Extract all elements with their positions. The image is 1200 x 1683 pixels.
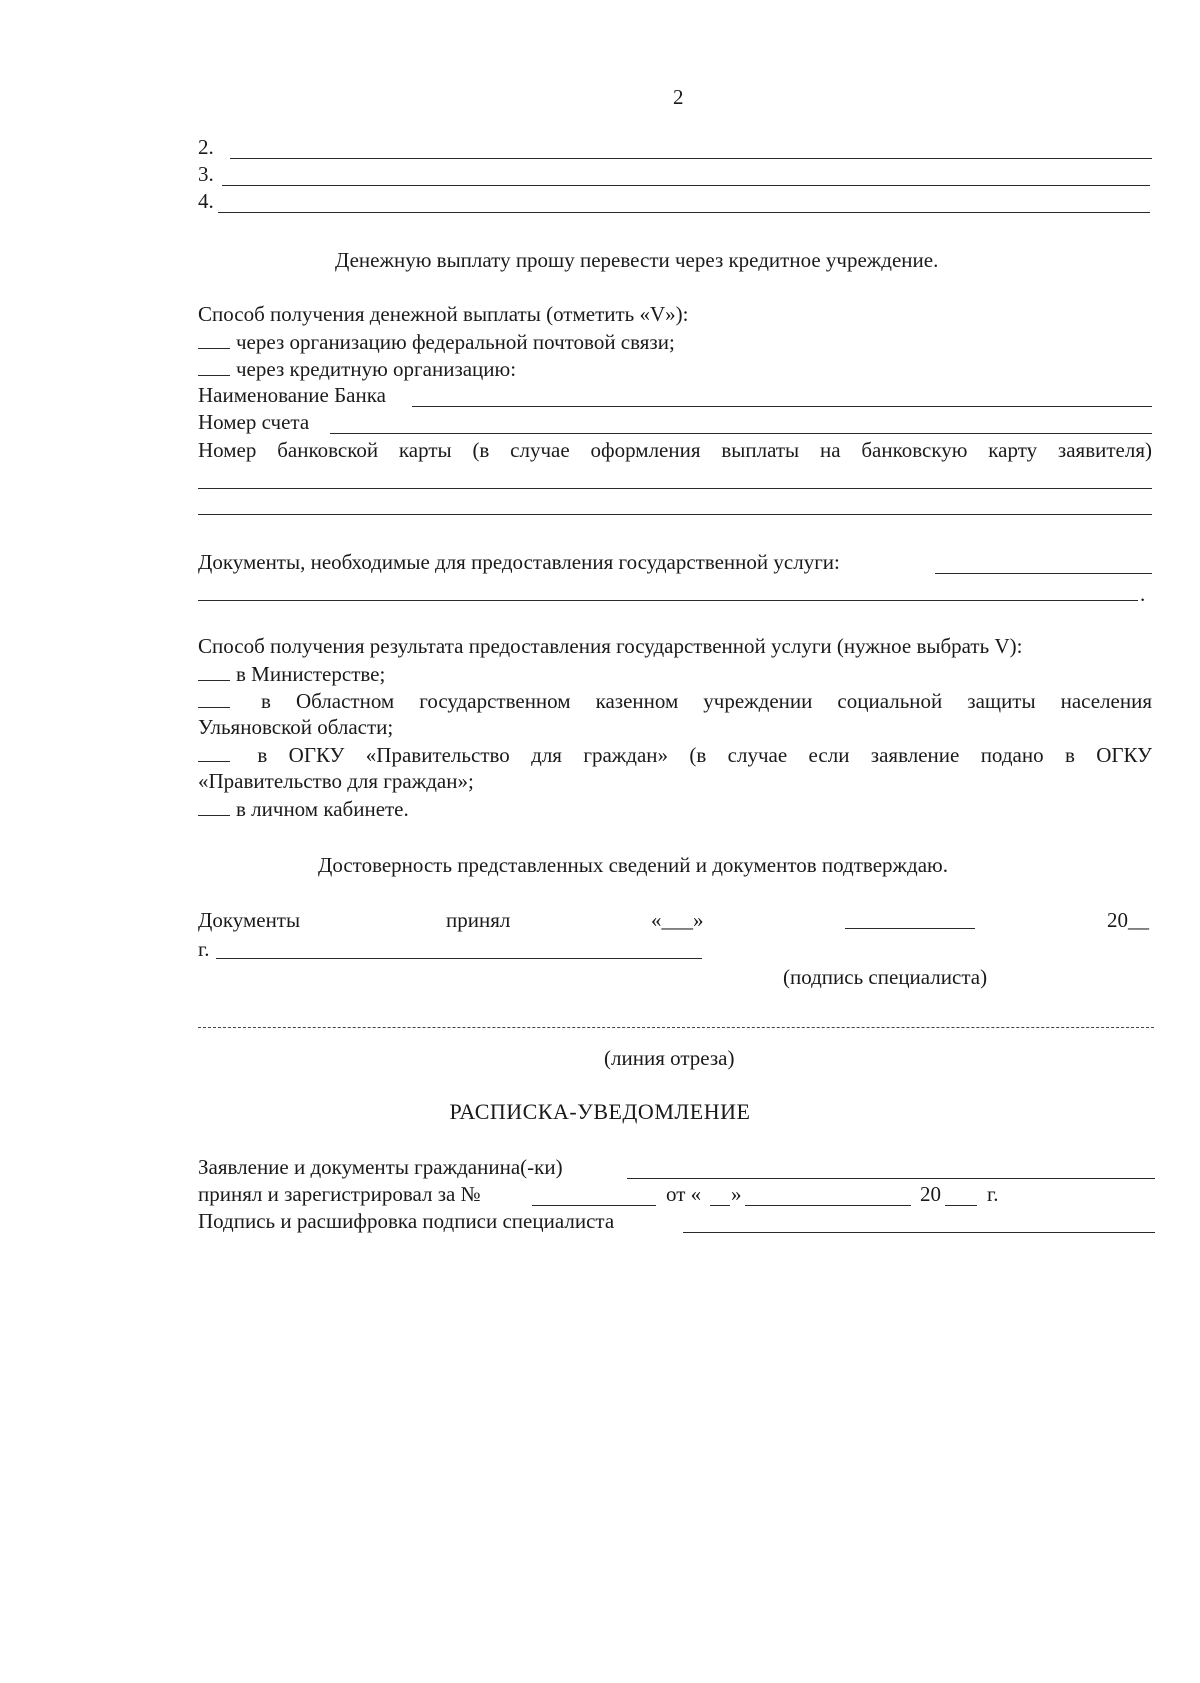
cut-line — [198, 1027, 1154, 1028]
transfer-statement: Денежную выплату прошу перевести через кредитное учреждение. — [335, 248, 939, 272]
result-option-ministry-checkbox[interactable] — [198, 663, 230, 681]
result-option-cabinet — [198, 798, 409, 820]
receipt-year-prefix: 20 — [920, 1182, 941, 1206]
result-option-social-protection — [198, 690, 1152, 712]
result-option-ogku-checkbox[interactable] — [198, 744, 230, 762]
receipt-year-field[interactable] — [945, 1205, 977, 1206]
payment-option-post-checkbox[interactable] — [198, 331, 230, 349]
numbered-line-label-2: 2. — [198, 135, 214, 159]
payment-option-post-label: через организацию федеральной почтовой связи; — [236, 330, 675, 354]
card-number-field-1[interactable] — [198, 488, 1152, 489]
cut-line-caption: (линия отреза) — [604, 1046, 735, 1070]
numbered-line-label-4: 4. — [198, 189, 214, 213]
result-option-cabinet-label: в личном кабинете. — [236, 797, 409, 821]
numbered-line-blank-3[interactable] — [222, 185, 1150, 186]
card-number-label: Номер банковской карты (в случае оформления выплаты на банковскую карту заявителя) — [198, 438, 1152, 462]
signature-caption: (подпись специалиста) — [783, 965, 988, 989]
receipt-year-suffix: г. — [987, 1182, 999, 1206]
result-option-ogku-cont: «Правительство для граждан»; — [198, 769, 474, 793]
acceptance-year[interactable]: 20__ — [1107, 908, 1149, 932]
acceptance-date-day[interactable]: «___» — [651, 908, 704, 932]
receipt-citizen-label: Заявление и документы гражданина(-ки) — [198, 1155, 563, 1179]
numbered-line-blank-2[interactable] — [230, 158, 1152, 159]
result-option-cabinet-checkbox[interactable] — [198, 798, 230, 816]
payment-option-bank-label: через кредитную организацию: — [236, 357, 517, 381]
result-option-social-protection-checkbox[interactable] — [198, 690, 230, 708]
receipt-registration-label: принял и зарегистрировал за № — [198, 1182, 481, 1206]
receipt-citizen-field[interactable] — [627, 1178, 1155, 1179]
receipt-signature-label: Подпись и расшифровка подписи специалиста — [198, 1209, 615, 1233]
acceptance-year-suffix: г. — [198, 937, 210, 961]
documents-field-2[interactable] — [198, 600, 1138, 601]
numbered-line-label-3: 3. — [198, 162, 214, 186]
documents-end-mark: . — [1140, 582, 1146, 606]
receipt-date-day-field[interactable] — [710, 1205, 730, 1206]
account-number-field[interactable] — [330, 433, 1152, 434]
receipt-date-month-field[interactable] — [745, 1205, 911, 1206]
result-option-ogku-label: в ОГКУ «Правительство для граждан» (в случае если заявление подано в ОГКУ — [257, 743, 1152, 767]
receipt-title: РАСПИСКА-УВЕДОМЛЕНИЕ — [449, 1099, 751, 1124]
acceptance-word-documents: Документы — [198, 908, 301, 932]
acceptance-date-month-field[interactable] — [845, 928, 975, 929]
result-method-label: Способ получения результата предоставления государственной услуги (нужное выбрать V): — [198, 634, 1023, 658]
payment-option-bank-checkbox[interactable] — [198, 358, 230, 376]
payment-method-label: Способ получения денежной выплаты (отметить «V»): — [198, 302, 689, 326]
receipt-date-close: » — [731, 1182, 742, 1206]
page-number: 2 — [673, 85, 684, 109]
bank-name-field[interactable] — [412, 406, 1152, 407]
confirmation-statement: Достоверность представленных сведений и документов подтверждаю. — [318, 853, 948, 877]
result-option-ministry — [198, 663, 385, 685]
account-number-label: Номер счета — [198, 410, 310, 434]
result-option-ogku — [198, 744, 1152, 766]
acceptance-word-accepted: принял — [446, 908, 511, 932]
payment-option-bank — [198, 358, 516, 380]
receipt-registration-number-field[interactable] — [532, 1205, 656, 1206]
card-number-field-2[interactable] — [198, 514, 1152, 515]
result-option-social-protection-label: в Областном государственном казенном учреждении социальной защиты населения — [261, 689, 1153, 713]
payment-option-post — [198, 331, 675, 353]
documents-field-1[interactable] — [935, 573, 1152, 574]
documents-label: Документы, необходимые для предоставления государственной услуги: — [198, 550, 840, 574]
result-option-social-protection-cont: Ульяновской области; — [198, 715, 394, 739]
bank-name-label: Наименование Банка — [198, 383, 386, 407]
acceptance-specialist-field[interactable] — [216, 958, 702, 959]
numbered-line-blank-4[interactable] — [218, 212, 1150, 213]
result-option-ministry-label: в Министерстве; — [236, 662, 386, 686]
receipt-date-from: от « — [666, 1182, 702, 1206]
receipt-signature-field[interactable] — [683, 1232, 1155, 1233]
